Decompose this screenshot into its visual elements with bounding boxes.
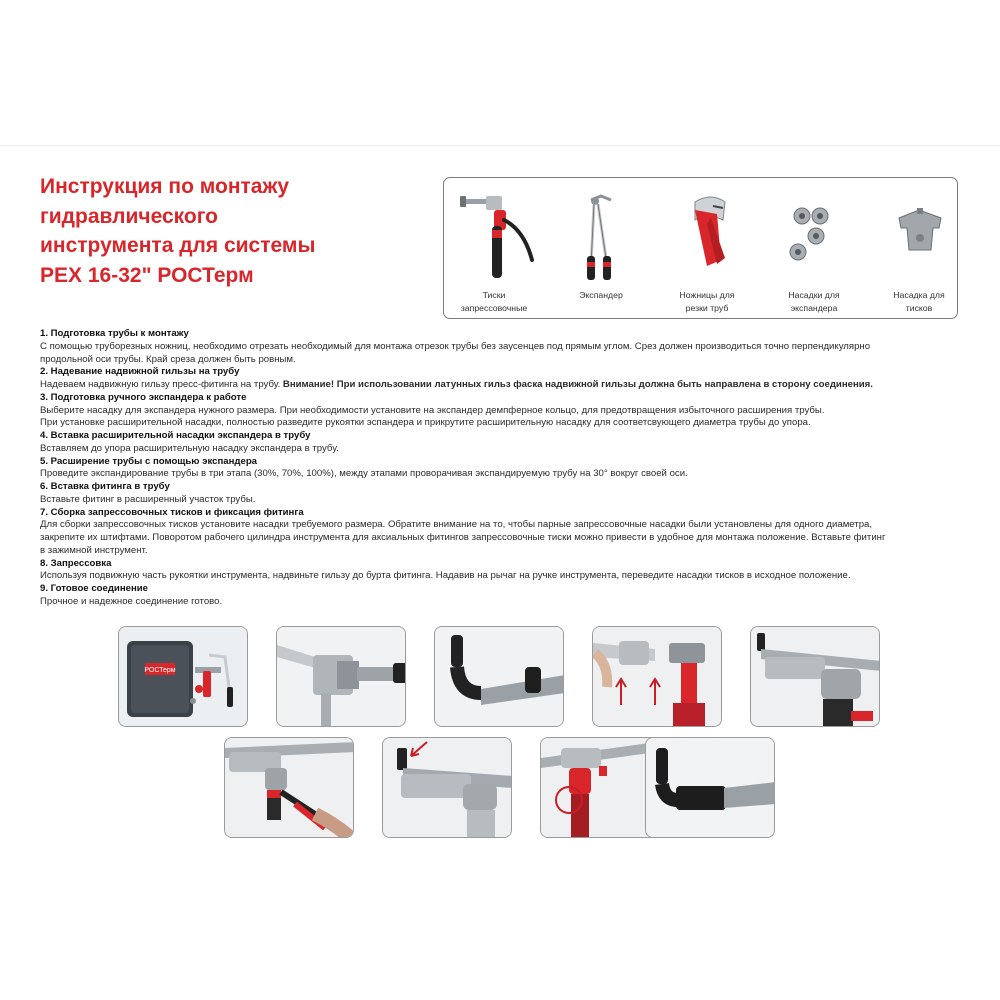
step-title: 2. Надевание надвижной гильзы на трубу: [40, 366, 240, 378]
tool-hydraulic-press: [444, 190, 544, 315]
step-text: продольной оси трубы. Край среза должен быть ровным.: [40, 353, 296, 365]
step-title: 9. Готовое соединение: [40, 583, 148, 594]
step-title: 4. Вставка расширительной насадки экспандера в трубу: [40, 430, 311, 441]
photo-finished-joint: [645, 737, 775, 838]
step-text: Вставьте фитинг в расширенный участок трубы.: [40, 493, 256, 505]
title-line-1: Инструкция по монтажу: [40, 175, 290, 198]
tool-label: Ножницы для резки труб: [679, 290, 735, 313]
step-title: 3. Подготовка ручного экспандера к работе: [40, 391, 247, 403]
step-text: Для сборки запрессовочных тисков установите насадки требуемого размера. Обратите внимание на то, чтобы парные запрессовочные насадки были установлены для одного диаметра,: [40, 519, 873, 531]
photo-pipe-insert: [434, 626, 564, 727]
photo-expander-head: [276, 626, 406, 727]
photo-vise-attachment: [382, 737, 512, 838]
photo-pressing: [224, 737, 354, 838]
page-title: [40, 172, 430, 290]
photo-tool-kit: [118, 626, 248, 727]
tool-pipe-cutter: [657, 190, 757, 315]
step-text: Используя подвижную часть рукоятки инструмента, надвиньте гильзу до бурта фитинга. Надавив на рычаг на ручке инструмента, переведите насадки тисков в исходное положение.: [40, 570, 851, 582]
tool-label: Экспандер: [579, 290, 623, 300]
expander-icon: [561, 190, 641, 285]
step-text: в зажимной инструмент.: [40, 544, 148, 556]
step-text: Прочное и надежное соединение готово.: [40, 595, 223, 607]
title-line-4: PEX 16-32" РОСТерм: [40, 263, 254, 287]
tools-panel: [443, 177, 958, 319]
step-text: Надеваем надвижную гильзу пресс-фитинга на трубу. Внимание! При использовании латунных гильз фаска надвижной гильзы должна быть направлена в сторону соединения.: [40, 379, 873, 390]
step-text: С помощью труборезных ножниц, необходимо отрезать необходимый для монтажа отрезок трубы без заусенцев под прямым углом. Срез должен производиться точно перпендикулярно: [40, 340, 871, 352]
step-title: 1. Подготовка трубы к монтажу: [40, 328, 189, 339]
step-title: 5. Расширение трубы с помощью экспандера: [40, 455, 258, 467]
instructions: [40, 328, 965, 609]
step-text: При установке расширительной насадки, полностью разведите рукоятки эспандера и прикрутите расширительную насадку для соответсвующего диаметра трубы до упора.: [40, 417, 811, 429]
vise-attachment-icon: [879, 190, 959, 278]
step-text: закрепите их штифтами. Поворотом рабочего цилиндра инструмента для аксиальных фитингов запрессовочные тиски можно привести в удобное для монтажа положение. Вставьте фитинг: [40, 532, 886, 543]
expander-heads-icon: [774, 190, 854, 278]
step-title: 8. Запрессовка: [40, 557, 112, 569]
tool-label: Насадка для тисков: [893, 290, 945, 313]
warning-text: Внимание! При использовании латунных гильз фаска надвижной гильзы должна быть направлена в сторону соединения.: [282, 379, 873, 390]
title-line-3: инструмента для системы: [40, 234, 316, 257]
pipe-cutter-icon: [667, 190, 747, 278]
hydraulic-press-icon: [454, 190, 534, 278]
step-title: 7. Сборка запрессовочных тисков и фиксация фитинга: [40, 506, 304, 518]
step-text: Вставляем до упора расширительную насадку экспандера в трубу.: [40, 442, 339, 454]
title-line-2: гидравлического: [40, 204, 219, 228]
step-text: Проведите экспандирование трубы в три этапа (30%, 70%, 100%), между этапами проворачивая экспандируемую трубу на 30° вокруг своей оси.: [40, 468, 688, 480]
tool-expander-heads: [764, 190, 864, 315]
tool-label: Насадки для экспандера: [788, 290, 840, 313]
tool-vise-attachment: [869, 190, 969, 315]
tool-expander: [551, 190, 651, 315]
photo-fitting-in-vise: [750, 626, 880, 727]
step-text: Выберите насадку для экспандера нужного размера. При необходимости установите на экспандер демпферное кольцо, для предотвращения избыточного расширения трубы.: [40, 404, 825, 416]
top-divider: [0, 145, 1000, 146]
case-label: РОСТерм: [144, 667, 176, 674]
step-title: 6. Вставка фитинга в трубу: [40, 481, 170, 492]
tool-label: Тиски запрессовочные: [460, 290, 528, 313]
photo-expanding: [592, 626, 722, 727]
